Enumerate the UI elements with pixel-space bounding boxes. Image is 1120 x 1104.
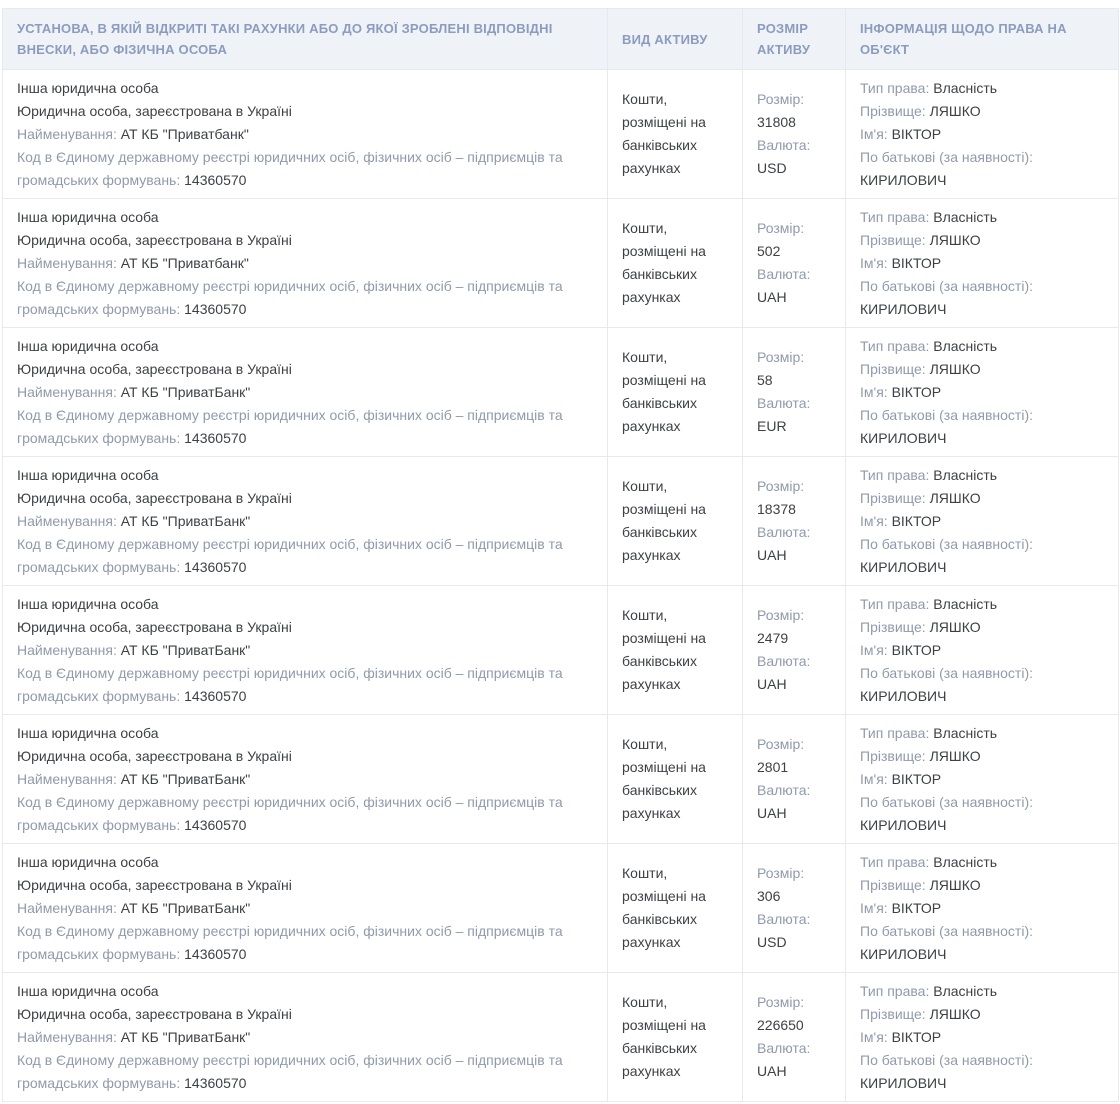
entity-type-text: Інша юридична особа <box>17 853 159 870</box>
surname-line <box>860 616 1104 639</box>
entity-code-value: 14360570 <box>184 558 247 575</box>
patronymic-value: КИРИЛОВИЧ <box>860 945 947 962</box>
patronymic-line <box>860 1049 1104 1095</box>
entity-code-line <box>17 533 593 579</box>
surname-line <box>860 229 1104 252</box>
surname-line <box>860 358 1104 381</box>
assets-table <box>2 8 1119 1102</box>
surname-label: Прізвище: <box>860 1005 926 1022</box>
patronymic-label: По батькові (за наявності): <box>860 664 1034 681</box>
institution-cell <box>3 844 608 973</box>
patronymic-label: По батькові (за наявності): <box>860 277 1034 294</box>
institution-cell <box>3 715 608 844</box>
size-label: Розмір: <box>757 349 805 365</box>
asset-size-cell <box>743 199 846 328</box>
currency-label: Валюта: <box>757 266 811 282</box>
right-type-line <box>860 77 1104 100</box>
entity-registration-text: Юридична особа, зареєстрована в Україні <box>17 1005 292 1022</box>
entity-code-value: 14360570 <box>184 1074 247 1091</box>
asset-size-cell <box>743 328 846 457</box>
size-value: 18378 <box>757 501 796 517</box>
entity-code-value: 14360570 <box>184 429 247 446</box>
entity-registration-text: Юридична особа, зареєстрована в Україні <box>17 618 292 635</box>
first-name-label: Ім'я: <box>860 770 888 787</box>
entity-code-label: Код в Єдиному державному реєстрі юридичних осіб, фізичних осіб – підприємців та громадських формувань: <box>17 664 563 704</box>
surname-label: Прізвище: <box>860 747 926 764</box>
entity-type-text: Інша юридична особа <box>17 595 159 612</box>
size-label: Розмір: <box>757 91 805 107</box>
asset-row <box>3 586 1119 715</box>
patronymic-line <box>860 533 1104 579</box>
entity-name-label: Найменування: <box>17 899 117 916</box>
entity-name-line <box>17 123 593 146</box>
right-type-label: Тип права: <box>860 79 930 96</box>
patronymic-line <box>860 791 1104 837</box>
size-label: Розмір: <box>757 865 805 881</box>
first-name-label: Ім'я: <box>860 383 888 400</box>
asset-type-text: Кошти, розміщені на банківських рахунках <box>622 478 706 563</box>
size-value: 58 <box>757 372 773 388</box>
entity-code-line <box>17 791 593 837</box>
entity-type-text: Інша юридична особа <box>17 208 159 225</box>
patronymic-line <box>860 404 1104 450</box>
entity-name-line <box>17 639 593 662</box>
entity-name-value: АТ КБ "ПриватБанк" <box>120 770 251 787</box>
size-label: Розмір: <box>757 994 805 1010</box>
institution-cell <box>3 199 608 328</box>
surname-value: ЛЯШКО <box>929 1005 981 1022</box>
institution-cell <box>3 70 608 199</box>
surname-value: ЛЯШКО <box>929 876 981 893</box>
surname-line <box>860 874 1104 897</box>
asset-row <box>3 973 1119 1102</box>
rights-info-cell <box>846 328 1119 457</box>
right-type-value: Власність <box>933 337 998 354</box>
right-type-line <box>860 464 1104 487</box>
right-type-value: Власність <box>933 595 998 612</box>
right-type-value: Власність <box>933 208 998 225</box>
table-header <box>3 9 1119 70</box>
first-name-value: ВІКТОР <box>891 641 942 658</box>
entity-registration-text: Юридична особа, зареєстрована в Україні <box>17 102 292 119</box>
entity-code-line <box>17 146 593 192</box>
entity-name-label: Найменування: <box>17 254 117 271</box>
entity-code-line <box>17 404 593 450</box>
asset-row <box>3 715 1119 844</box>
entity-type-text: Інша юридична особа <box>17 337 159 354</box>
rights-info-cell <box>846 586 1119 715</box>
currency-label: Валюта: <box>757 524 811 540</box>
currency-label: Валюта: <box>757 911 811 927</box>
currency-value: USD <box>757 934 787 950</box>
entity-name-value: АТ КБ "ПриватБанк" <box>120 383 251 400</box>
rights-info-cell <box>846 70 1119 199</box>
asset-type-cell <box>608 328 743 457</box>
patronymic-value: КИРИЛОВИЧ <box>860 429 947 446</box>
rights-info-cell <box>846 199 1119 328</box>
entity-code-line <box>17 1049 593 1095</box>
entity-registration-text: Юридична особа, зареєстрована в Україні <box>17 747 292 764</box>
entity-code-value: 14360570 <box>184 816 247 833</box>
size-value: 2801 <box>757 759 789 775</box>
size-value: 2479 <box>757 630 789 646</box>
right-type-label: Тип права: <box>860 982 930 999</box>
entity-code-label: Код в Єдиному державному реєстрі юридичних осіб, фізичних осіб – підприємців та громадських формувань: <box>17 793 563 833</box>
right-type-value: Власність <box>933 982 998 999</box>
right-type-value: Власність <box>933 79 998 96</box>
patronymic-value: КИРИЛОВИЧ <box>860 300 947 317</box>
surname-label: Прізвище: <box>860 876 926 893</box>
col-header-asset-type: ВИД АКТИВУ <box>608 9 743 70</box>
patronymic-label: По батькові (за наявності): <box>860 1051 1034 1068</box>
asset-type-cell <box>608 715 743 844</box>
size-label: Розмір: <box>757 736 805 752</box>
currency-value: UAH <box>757 547 787 563</box>
institution-cell <box>3 457 608 586</box>
patronymic-label: По батькові (за наявності): <box>860 922 1034 939</box>
currency-value: UAH <box>757 1063 787 1079</box>
currency-label: Валюта: <box>757 395 811 411</box>
first-name-label: Ім'я: <box>860 254 888 271</box>
right-type-value: Власність <box>933 853 998 870</box>
entity-code-value: 14360570 <box>184 687 247 704</box>
first-name-line <box>860 768 1104 791</box>
entity-registration-text: Юридична особа, зареєстрована в Україні <box>17 489 292 506</box>
entity-name-label: Найменування: <box>17 512 117 529</box>
entity-name-value: АТ КБ "ПриватБанк" <box>120 1028 251 1045</box>
institution-cell <box>3 586 608 715</box>
patronymic-label: По батькові (за наявності): <box>860 535 1034 552</box>
right-type-value: Власність <box>933 466 998 483</box>
currency-value: UAH <box>757 289 787 305</box>
institution-cell <box>3 328 608 457</box>
patronymic-line <box>860 920 1104 966</box>
first-name-value: ВІКТОР <box>891 254 942 271</box>
patronymic-label: По батькові (за наявності): <box>860 793 1034 810</box>
rights-info-cell <box>846 715 1119 844</box>
asset-type-text: Кошти, розміщені на банківських рахунках <box>622 349 706 434</box>
asset-type-text: Кошти, розміщені на банківських рахунках <box>622 994 706 1079</box>
right-type-line <box>860 851 1104 874</box>
size-value: 226650 <box>757 1017 804 1033</box>
first-name-label: Ім'я: <box>860 1028 888 1045</box>
rights-info-cell <box>846 973 1119 1102</box>
asset-type-text: Кошти, розміщені на банківських рахунках <box>622 607 706 692</box>
asset-size-cell <box>743 844 846 973</box>
asset-size-cell <box>743 715 846 844</box>
first-name-line <box>860 639 1104 662</box>
asset-type-cell <box>608 70 743 199</box>
first-name-label: Ім'я: <box>860 641 888 658</box>
patronymic-value: КИРИЛОВИЧ <box>860 1074 947 1091</box>
patronymic-value: КИРИЛОВИЧ <box>860 558 947 575</box>
surname-line <box>860 100 1104 123</box>
asset-row <box>3 328 1119 457</box>
size-label: Розмір: <box>757 607 805 623</box>
asset-row <box>3 457 1119 586</box>
entity-code-value: 14360570 <box>184 300 247 317</box>
currency-value: USD <box>757 160 787 176</box>
asset-type-cell <box>608 586 743 715</box>
asset-row <box>3 199 1119 328</box>
surname-value: ЛЯШКО <box>929 360 981 377</box>
patronymic-value: КИРИЛОВИЧ <box>860 687 947 704</box>
rights-info-cell <box>846 457 1119 586</box>
right-type-line <box>860 593 1104 616</box>
asset-size-cell <box>743 457 846 586</box>
col-header-asset-size: РОЗМІР АКТИВУ <box>743 9 846 70</box>
entity-registration-text: Юридична особа, зареєстрована в Україні <box>17 876 292 893</box>
asset-size-cell <box>743 586 846 715</box>
size-value: 31808 <box>757 114 796 130</box>
currency-value: UAH <box>757 676 787 692</box>
right-type-label: Тип права: <box>860 853 930 870</box>
surname-label: Прізвище: <box>860 360 926 377</box>
surname-value: ЛЯШКО <box>929 618 981 635</box>
entity-code-value: 14360570 <box>184 945 247 962</box>
currency-value: UAH <box>757 805 787 821</box>
first-name-value: ВІКТОР <box>891 383 942 400</box>
surname-value: ЛЯШКО <box>929 489 981 506</box>
entity-type-text: Інша юридична особа <box>17 982 159 999</box>
first-name-line <box>860 381 1104 404</box>
first-name-label: Ім'я: <box>860 899 888 916</box>
entity-name-value: АТ КБ "Приватбанк" <box>120 125 249 142</box>
entity-code-line <box>17 920 593 966</box>
first-name-label: Ім'я: <box>860 512 888 529</box>
entity-name-label: Найменування: <box>17 125 117 142</box>
entity-type-text: Інша юридична особа <box>17 79 159 96</box>
entity-code-value: 14360570 <box>184 171 247 188</box>
asset-type-text: Кошти, розміщені на банківських рахунках <box>622 736 706 821</box>
entity-code-label: Код в Єдиному державному реєстрі юридичних осіб, фізичних осіб – підприємців та громадських формувань: <box>17 277 563 317</box>
first-name-line <box>860 1026 1104 1049</box>
asset-type-text: Кошти, розміщені на банківських рахунках <box>622 91 706 176</box>
surname-line <box>860 487 1104 510</box>
entity-name-line <box>17 897 593 920</box>
surname-label: Прізвище: <box>860 231 926 248</box>
right-type-line <box>860 335 1104 358</box>
asset-row <box>3 70 1119 199</box>
patronymic-value: КИРИЛОВИЧ <box>860 816 947 833</box>
surname-value: ЛЯШКО <box>929 231 981 248</box>
right-type-label: Тип права: <box>860 466 930 483</box>
right-type-label: Тип права: <box>860 724 930 741</box>
entity-name-value: АТ КБ "ПриватБанк" <box>120 512 251 529</box>
right-type-label: Тип права: <box>860 208 930 225</box>
patronymic-label: По батькові (за наявності): <box>860 148 1034 165</box>
asset-type-text: Кошти, розміщені на банківських рахунках <box>622 865 706 950</box>
entity-code-label: Код в Єдиному державному реєстрі юридичних осіб, фізичних осіб – підприємців та громадських формувань: <box>17 1051 563 1091</box>
first-name-value: ВІКТОР <box>891 899 942 916</box>
entity-name-value: АТ КБ "Приватбанк" <box>120 254 249 271</box>
surname-label: Прізвище: <box>860 102 926 119</box>
institution-cell <box>3 973 608 1102</box>
entity-name-label: Найменування: <box>17 641 117 658</box>
right-type-value: Власність <box>933 724 998 741</box>
currency-label: Валюта: <box>757 653 811 669</box>
right-type-line <box>860 980 1104 1003</box>
entity-type-text: Інша юридична особа <box>17 724 159 741</box>
asset-size-cell <box>743 973 846 1102</box>
asset-type-cell <box>608 844 743 973</box>
entity-code-line <box>17 662 593 708</box>
first-name-value: ВІКТОР <box>891 1028 942 1045</box>
currency-label: Валюта: <box>757 137 811 153</box>
entity-code-label: Код в Єдиному державному реєстрі юридичних осіб, фізичних осіб – підприємців та громадських формувань: <box>17 535 563 575</box>
size-label: Розмір: <box>757 478 805 494</box>
col-header-institution: УСТАНОВА, В ЯКІЙ ВІДКРИТІ ТАКІ РАХУНКИ АБО ДО ЯКОЇ ЗРОБЛЕНІ ВІДПОВІДНІ ВНЕСКИ, АБО ФІЗИЧНА ОСОБА <box>3 9 608 70</box>
right-type-label: Тип права: <box>860 595 930 612</box>
first-name-line <box>860 897 1104 920</box>
first-name-value: ВІКТОР <box>891 770 942 787</box>
entity-name-line <box>17 768 593 791</box>
size-value: 502 <box>757 243 781 259</box>
asset-type-cell <box>608 973 743 1102</box>
entity-code-label: Код в Єдиному державному реєстрі юридичних осіб, фізичних осіб – підприємців та громадських формувань: <box>17 406 563 446</box>
first-name-value: ВІКТОР <box>891 512 942 529</box>
patronymic-value: КИРИЛОВИЧ <box>860 171 947 188</box>
header-row <box>3 9 1119 70</box>
entity-registration-text: Юридична особа, зареєстрована в Україні <box>17 231 292 248</box>
entity-name-label: Найменування: <box>17 770 117 787</box>
patronymic-line <box>860 662 1104 708</box>
asset-size-cell <box>743 70 846 199</box>
entity-name-line <box>17 1026 593 1049</box>
asset-type-text: Кошти, розміщені на банківських рахунках <box>622 220 706 305</box>
entity-name-line <box>17 252 593 275</box>
entity-code-label: Код в Єдиному державному реєстрі юридичних осіб, фізичних осіб – підприємців та громадських формувань: <box>17 922 563 962</box>
first-name-label: Ім'я: <box>860 125 888 142</box>
asset-row <box>3 844 1119 973</box>
surname-label: Прізвище: <box>860 618 926 635</box>
surname-value: ЛЯШКО <box>929 102 981 119</box>
right-type-line <box>860 722 1104 745</box>
entity-name-line <box>17 510 593 533</box>
rights-info-cell <box>846 844 1119 973</box>
size-value: 306 <box>757 888 781 904</box>
surname-line <box>860 1003 1104 1026</box>
entity-code-label: Код в Єдиному державному реєстрі юридичних осіб, фізичних осіб – підприємців та громадських формувань: <box>17 148 563 188</box>
first-name-line <box>860 510 1104 533</box>
currency-label: Валюта: <box>757 782 811 798</box>
right-type-line <box>860 206 1104 229</box>
col-header-rights-info: ІНФОРМАЦІЯ ЩОДО ПРАВА НА ОБ'ЄКТ <box>846 9 1119 70</box>
first-name-line <box>860 123 1104 146</box>
surname-label: Прізвище: <box>860 489 926 506</box>
asset-type-cell <box>608 199 743 328</box>
surname-value: ЛЯШКО <box>929 747 981 764</box>
entity-name-label: Найменування: <box>17 383 117 400</box>
currency-label: Валюта: <box>757 1040 811 1056</box>
entity-name-line <box>17 381 593 404</box>
surname-line <box>860 745 1104 768</box>
patronymic-line <box>860 146 1104 192</box>
entity-registration-text: Юридична особа, зареєстрована в Україні <box>17 360 292 377</box>
asset-type-cell <box>608 457 743 586</box>
first-name-line <box>860 252 1104 275</box>
first-name-value: ВІКТОР <box>891 125 942 142</box>
entity-code-line <box>17 275 593 321</box>
patronymic-line <box>860 275 1104 321</box>
size-label: Розмір: <box>757 220 805 236</box>
entity-name-value: АТ КБ "ПриватБанк" <box>120 899 251 916</box>
currency-value: EUR <box>757 418 787 434</box>
table-body <box>3 70 1119 1102</box>
entity-name-label: Найменування: <box>17 1028 117 1045</box>
right-type-label: Тип права: <box>860 337 930 354</box>
entity-name-value: АТ КБ "ПриватБанк" <box>120 641 251 658</box>
entity-type-text: Інша юридична особа <box>17 466 159 483</box>
patronymic-label: По батькові (за наявності): <box>860 406 1034 423</box>
